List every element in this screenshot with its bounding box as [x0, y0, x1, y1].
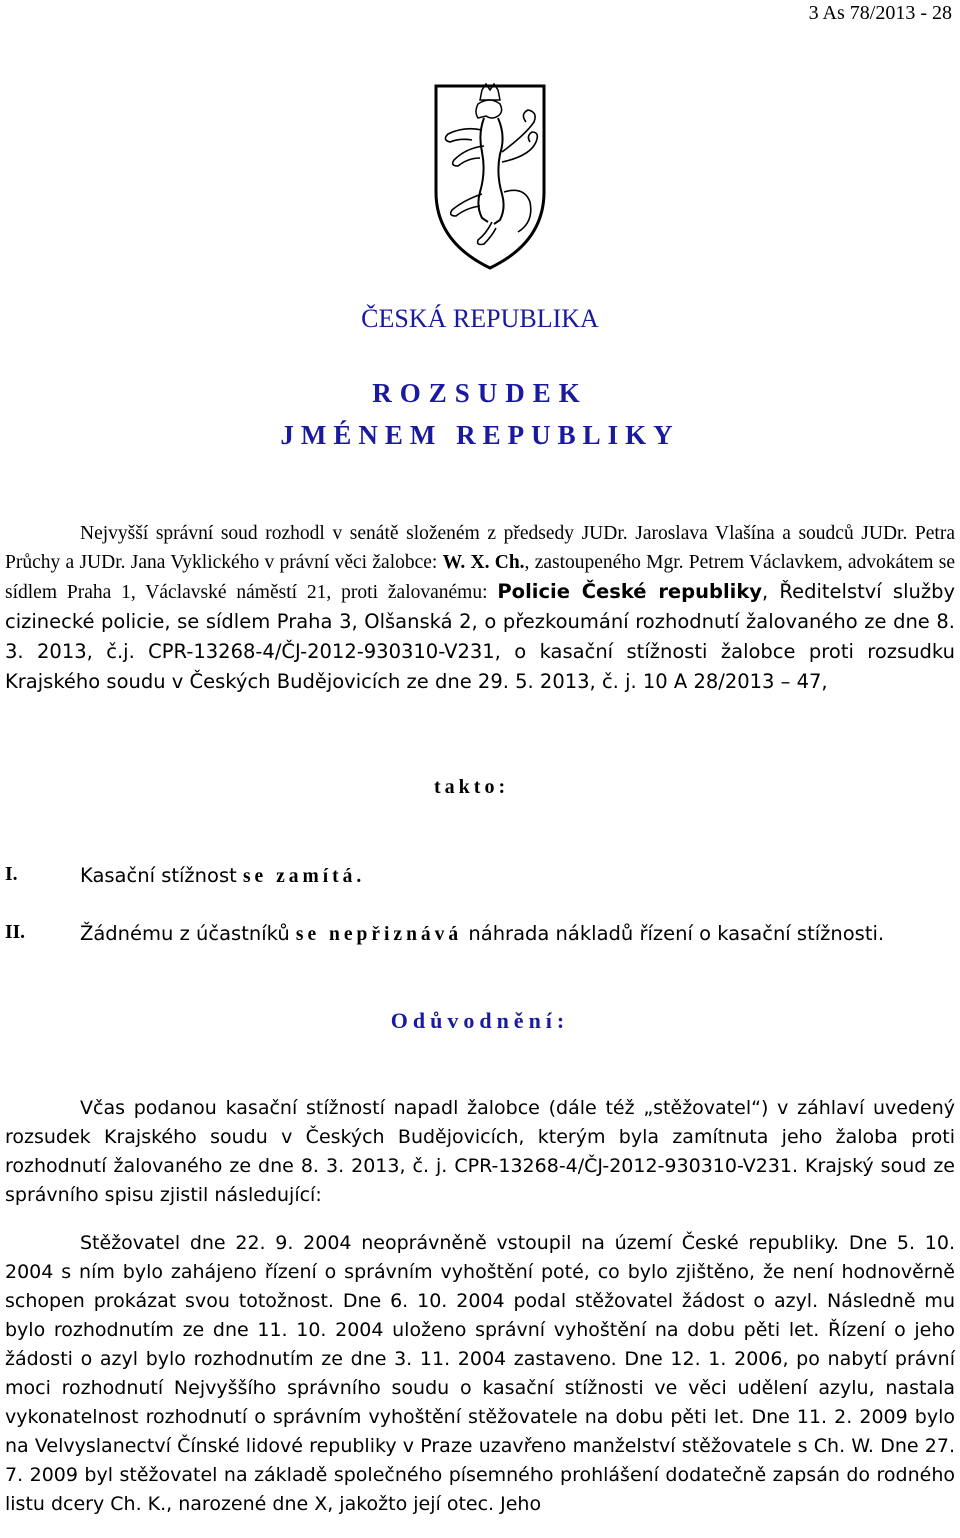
verdict-heading: ROZSUDEK [372, 378, 588, 408]
point-emphasis: se zamítá. [242, 866, 366, 887]
country-title: ČESKÁ REPUBLIKA [361, 304, 599, 333]
in-name-of-republic-heading: JMÉNEM REPUBLIKY [280, 420, 680, 450]
intro-text-1: Nejvyšší správní soud rozhodl v senátě složeném z předsedy JUDr. Jaroslava Vlašína a soudců JUDr. Petra Průchy a JUDr. Jana Vyklického v právní věci žalobce: [5, 523, 955, 573]
defendant-name: Policie České republiky [497, 580, 763, 603]
case-introduction [5, 519, 955, 697]
point-text: Kasační stížnost [80, 864, 243, 887]
reasoning-body [5, 1094, 955, 1538]
intro-text-3: , Ředitelství služby cizinecké policie, se sídlem Praha 3, Olšanská 2, o přezkoumání rozhodnutí žalovaného ze dne 8. 3. 2013, č.j. CPR-13268-4/ČJ-2012-930310-V231, o kasační stížnosti žalobce proti rozsudku Krajského soudu v Českých Budějovicích ze dne 29. 5. 2013, č. j. 10 A 28/2013 – 47, [5, 580, 955, 693]
plaintiff-name: W. X. Ch. [442, 552, 525, 573]
paragraph: Stěžovatel dne 22. 9. 2004 neoprávněně vstoupil na území České republiky. Dne 5. 10. 2004 s ním bylo zahájeno řízení o správním vyhoštění poté, co bylo zjištěno, že není hodnověrně schopen prokázat svou totožnost. Dne 6. 10. 2004 podal stěžovatel žádost o azyl. Následně mu bylo rozhodnutím ze dne 11. 10. 2004 uloženo správní vyhoštění na dobu pěti let. Řízení o jeho žádosti o azyl bylo rozhodnutím ze dne 3. 11. 2004 zastaveno. Dne 12. 1. 2006, po nabytí právní moci rozhodnutí Nejvyššího správního soudu o kasační stížnosti ve věci udělení azylu, nastala vykonatelnost rozhodnutí o správním vyhoštění stěžovatele na dobu pěti let. Dne 11. 2. 2009 bylo na Velvyslanectví Čínské lidové republiky v Praze uzavřeno manželství stěžovatele s Ch. W. Dne 27. 7. 2009 byl stěžovatel na základě společného písemného prohlášení dodatečně zapsán do rodného listu dcery Ch. K., narozené dne X, jakožto její otec. Jeho [5, 1232, 955, 1515]
paragraph: Včas podanou kasační stížností napadl žalobce (dále též „stěžovatel“) v záhlaví uvedený rozsudek Krajského soudu v Českých Budějovicích, kterým byla zamítnuta jeho žaloba proti rozhodnutí žalovaného ze dne 8. 3. 2013, č. j. CPR-13268-4/ČJ-2012-930310-V231. Krajský soud ze správního spisu zjistil následující: [5, 1097, 955, 1206]
czech-coat-of-arms-icon [430, 82, 550, 272]
point-number: II. [5, 922, 26, 943]
takto-label: takto: [434, 776, 510, 798]
point-number: I. [5, 864, 18, 885]
point-text: Žádnému z účastníků [80, 922, 296, 945]
point-emphasis: se nepřiznává [295, 924, 463, 945]
intro-text-2: , zastoupeného Mgr. Petrem Václavkem, advokátem se sídlem Praha 1, Václavské náměstí 21, proti žalovanému: [5, 552, 955, 603]
reasoning-heading: Odůvodnění: [390, 1008, 570, 1033]
point-text-post: náhrada nákladů řízení o kasační stížnosti. [462, 922, 885, 945]
page-reference: 3 As 78/2013 - 28 [808, 2, 952, 24]
